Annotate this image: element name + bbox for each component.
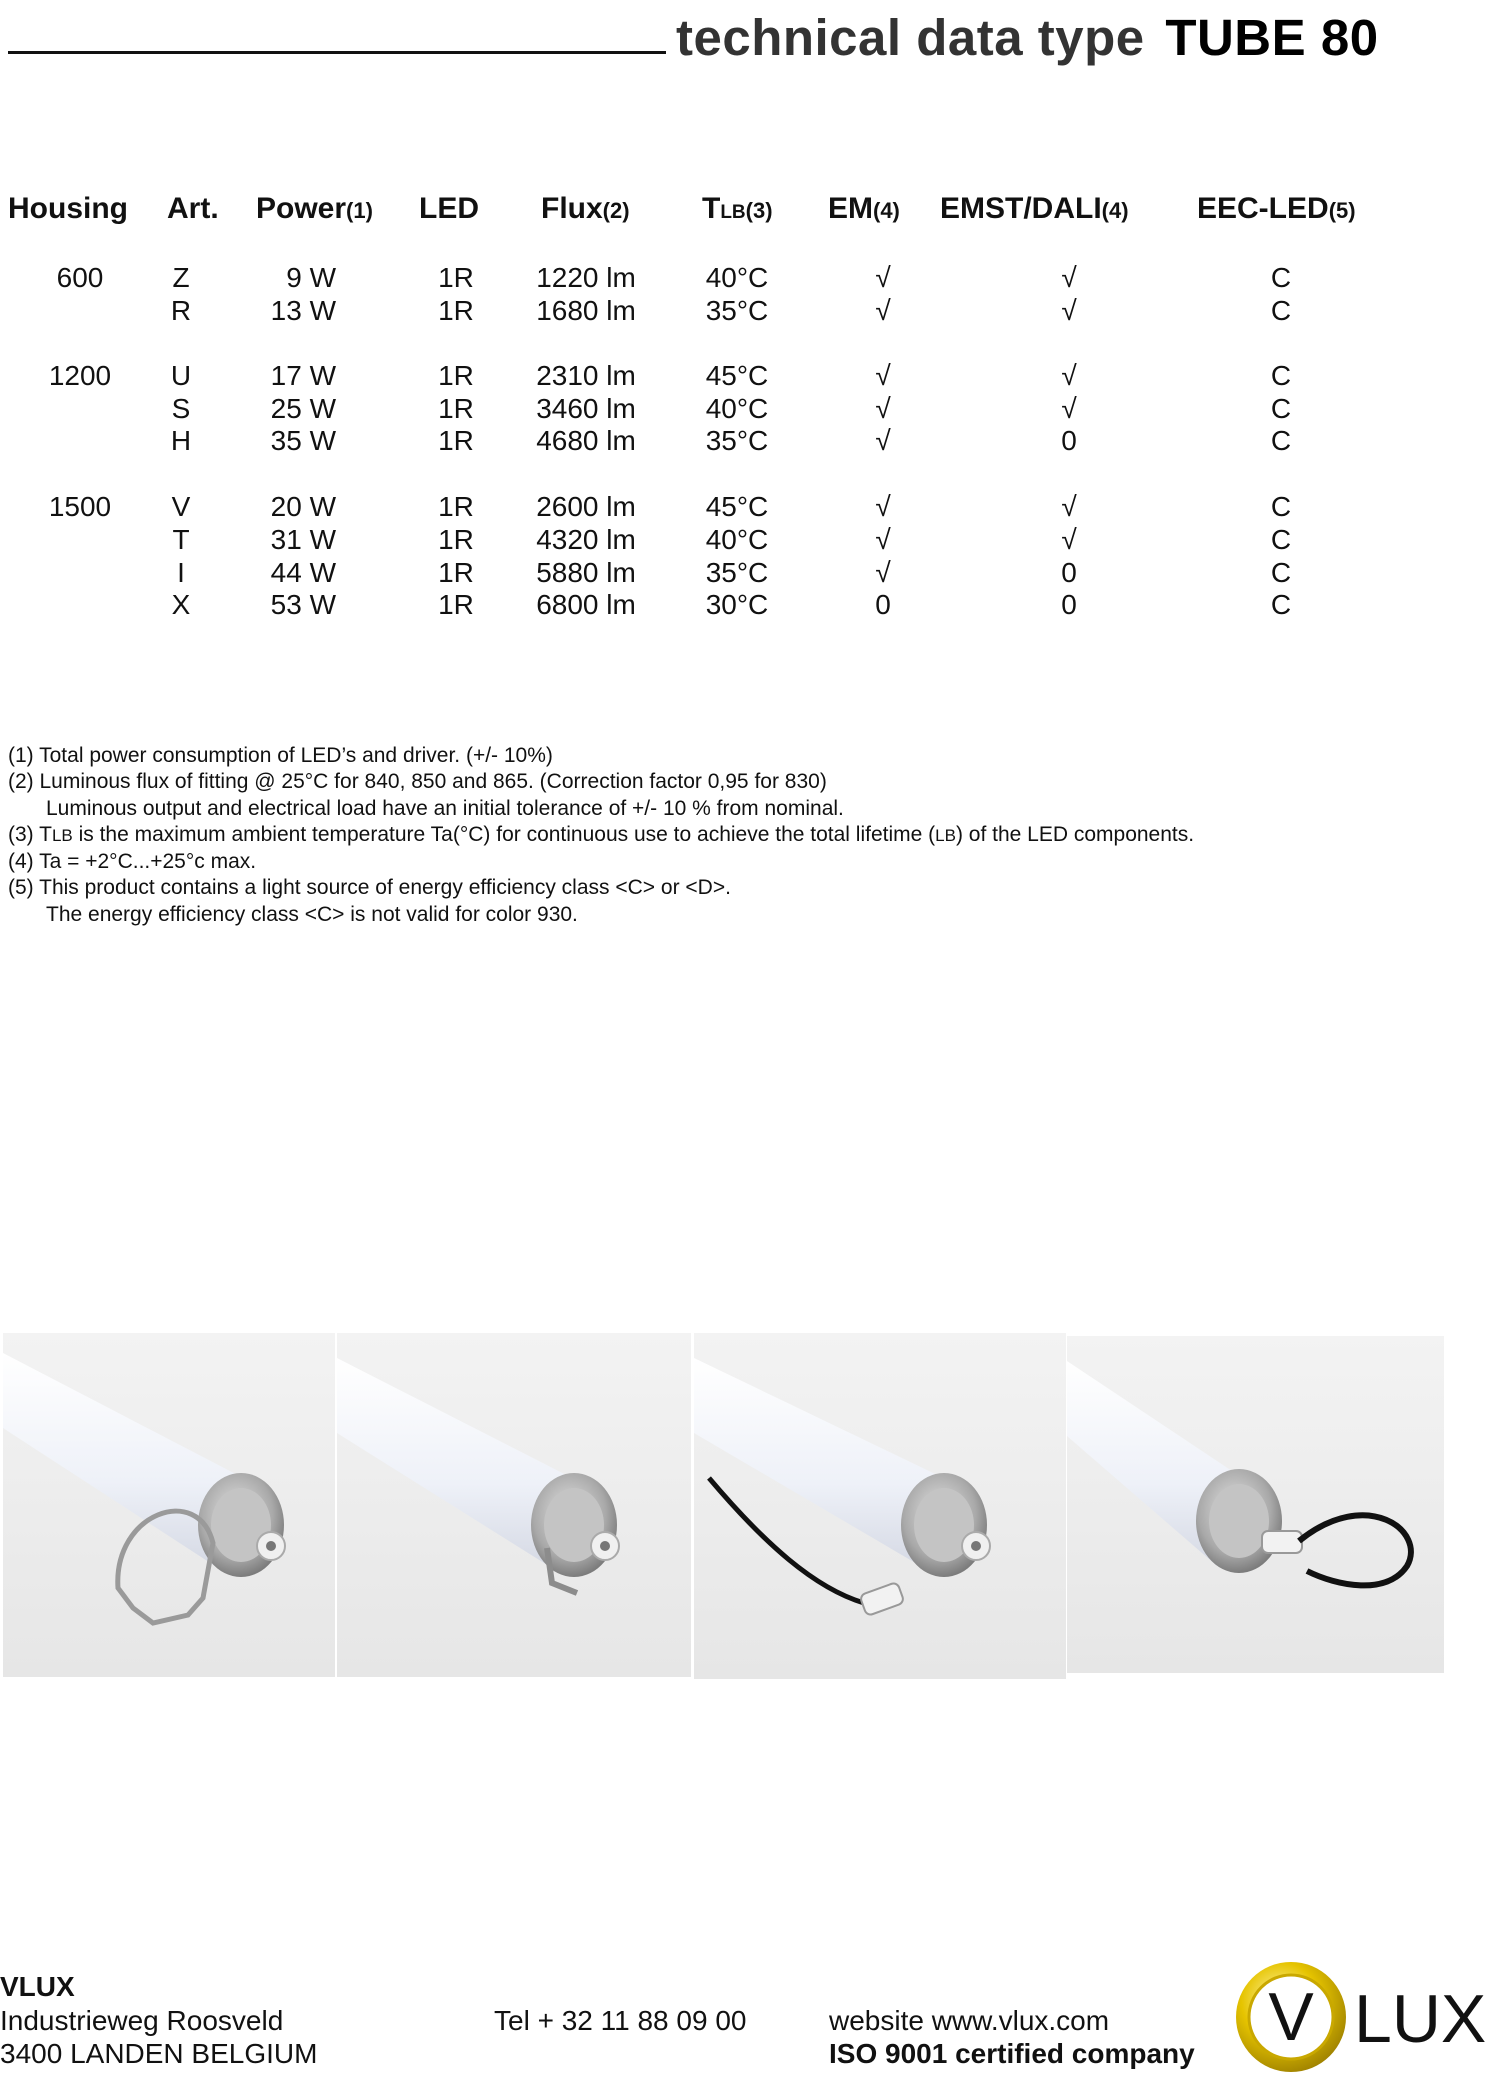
cell-flux: 2310 lm — [536, 360, 636, 391]
cell-power: 31 W — [270, 524, 336, 555]
cell-flux: 2600 lm — [536, 491, 636, 522]
cell-power: 25 W — [270, 393, 336, 424]
cell-led: 1R — [438, 425, 474, 456]
cell-tlb: 40°C — [705, 262, 769, 293]
col-header-tlb: TLB(3) — [702, 192, 773, 225]
cell-tlb: 30°C — [705, 589, 769, 620]
cell-art: Z — [172, 262, 190, 293]
cell-em: √ — [875, 557, 891, 588]
footer-address-1: Industrieweg Roosveld — [0, 2005, 284, 2036]
cell-power: 9 W — [286, 262, 336, 293]
product-photo-clip — [3, 1333, 335, 1677]
col-header-art: Art. — [167, 192, 219, 225]
cell-led: 1R — [438, 491, 474, 522]
cell-tlb: 45°C — [705, 360, 769, 391]
cell-led: 1R — [438, 360, 474, 391]
footnote-3: (3) TLB is the maximum ambient temperature Ta(°C) for continuous use to achieve the total lifetime (LB) of the LED components. — [8, 822, 1195, 846]
cell-led: 1R — [438, 557, 474, 588]
footnote-5: (5) This product contains a light source of energy efficiency class <C> or <D>. — [8, 876, 731, 900]
footnote-5-cont: The energy efficiency class <C> is not valid for color 930. — [46, 902, 578, 926]
page-title — [676, 8, 1379, 67]
footnote-4: (4) Ta = +2°C...+25°c max. — [8, 850, 257, 874]
cell-housing: 1500 — [48, 491, 112, 522]
cell-flux: 1680 lm — [536, 295, 636, 326]
cell-emst: 0 — [1061, 557, 1077, 588]
cell-em: √ — [875, 262, 891, 293]
cell-em: √ — [875, 393, 891, 424]
product-photo-bracket — [337, 1333, 691, 1677]
cell-emst: √ — [1061, 262, 1077, 293]
cell-emst: √ — [1061, 360, 1077, 391]
footer-website: website www.vlux.com — [829, 2005, 1110, 2036]
cell-tlb: 35°C — [705, 557, 769, 588]
footnote-2-cont: Luminous output and electrical load have an initial tolerance of +/- 10 % from nominal. — [46, 796, 844, 820]
logo-v: V — [1268, 1979, 1314, 2055]
cell-art: I — [177, 557, 185, 588]
product-photo-connector-cable — [694, 1333, 1066, 1679]
footnote-1: (1) Total power consumption of LED’s and driver. (+/- 10%) — [8, 744, 553, 767]
col-header-power: Power(1) — [256, 192, 373, 225]
title-prefix: technical data type — [676, 9, 1145, 66]
cell-power: 17 W — [270, 360, 336, 391]
cell-power: 20 W — [270, 491, 336, 522]
cell-eec: C — [1270, 360, 1292, 391]
col-header-flux: Flux(2) — [541, 192, 630, 225]
cell-flux: 5880 lm — [536, 557, 636, 588]
col-header-eec-led: EEC-LED(5) — [1197, 192, 1356, 225]
cell-em: √ — [875, 425, 891, 456]
cell-em: √ — [875, 491, 891, 522]
cell-flux: 4320 lm — [536, 524, 636, 555]
cell-emst: 0 — [1061, 589, 1077, 620]
cell-emst: √ — [1061, 524, 1077, 555]
logo-lux: LUX — [1354, 1981, 1487, 2057]
cell-housing: 600 — [56, 262, 104, 293]
cell-housing: 1200 — [48, 360, 112, 391]
footer-iso: ISO 9001 certified company — [829, 2038, 1195, 2069]
cell-eec: C — [1270, 524, 1292, 555]
cell-em: √ — [875, 524, 891, 555]
cell-eec: C — [1270, 425, 1292, 456]
cell-power: 53 W — [270, 589, 336, 620]
cell-em: √ — [875, 360, 891, 391]
product-photo-cable-loop — [1067, 1336, 1444, 1673]
footnote-2: (2) Luminous flux of fitting @ 25°C for 840, 850 and 865. (Correction factor 0,95 for 830) — [8, 770, 827, 794]
cell-led: 1R — [438, 295, 474, 326]
cell-eec: C — [1270, 557, 1292, 588]
cell-led: 1R — [438, 393, 474, 424]
footnotes — [8, 743, 1194, 928]
cell-art: R — [170, 295, 192, 326]
cell-tlb: 40°C — [705, 524, 769, 555]
cell-flux: 1220 lm — [536, 262, 636, 293]
cell-led: 1R — [438, 262, 474, 293]
cell-power: 44 W — [270, 557, 336, 588]
vlux-logo — [1234, 1960, 1500, 2075]
cell-art: X — [171, 589, 191, 620]
cell-flux: 4680 lm — [536, 425, 636, 456]
cell-flux: 3460 lm — [536, 393, 636, 424]
col-header-led: LED — [419, 192, 479, 225]
cell-em: √ — [875, 295, 891, 326]
col-header-housing: Housing — [8, 192, 128, 225]
cell-eec: C — [1270, 262, 1292, 293]
cell-eec: C — [1270, 491, 1292, 522]
cell-eec: C — [1270, 393, 1292, 424]
cell-tlb: 35°C — [705, 295, 769, 326]
cell-art: U — [170, 360, 192, 391]
footer-company: VLUX — [0, 1971, 75, 2002]
cell-power: 13 W — [270, 295, 336, 326]
cell-emst: 0 — [1061, 425, 1077, 456]
cell-emst: √ — [1061, 393, 1077, 424]
col-header-em: EM(4) — [828, 192, 900, 225]
cell-led: 1R — [438, 589, 474, 620]
header-rule — [8, 51, 666, 54]
cell-art: T — [172, 524, 190, 555]
footer-tel: Tel + 32 11 88 09 00 — [494, 2005, 747, 2036]
cell-tlb: 35°C — [705, 425, 769, 456]
cell-eec: C — [1270, 295, 1292, 326]
cell-art: S — [171, 393, 191, 424]
cell-emst: √ — [1061, 295, 1077, 326]
cell-eec: C — [1270, 589, 1292, 620]
cell-art: V — [171, 491, 191, 522]
cell-tlb: 40°C — [705, 393, 769, 424]
cell-flux: 6800 lm — [536, 589, 636, 620]
cell-emst: √ — [1061, 491, 1077, 522]
col-header-emst-dali: EMST/DALI(4) — [940, 192, 1129, 225]
cell-led: 1R — [438, 524, 474, 555]
cell-tlb: 45°C — [705, 491, 769, 522]
cell-power: 35 W — [270, 425, 336, 456]
title-model: TUBE 80 — [1165, 9, 1379, 66]
cell-art: H — [170, 425, 192, 456]
footer-address-2: 3400 LANDEN BELGIUM — [0, 2038, 318, 2069]
cell-em: 0 — [875, 589, 891, 620]
